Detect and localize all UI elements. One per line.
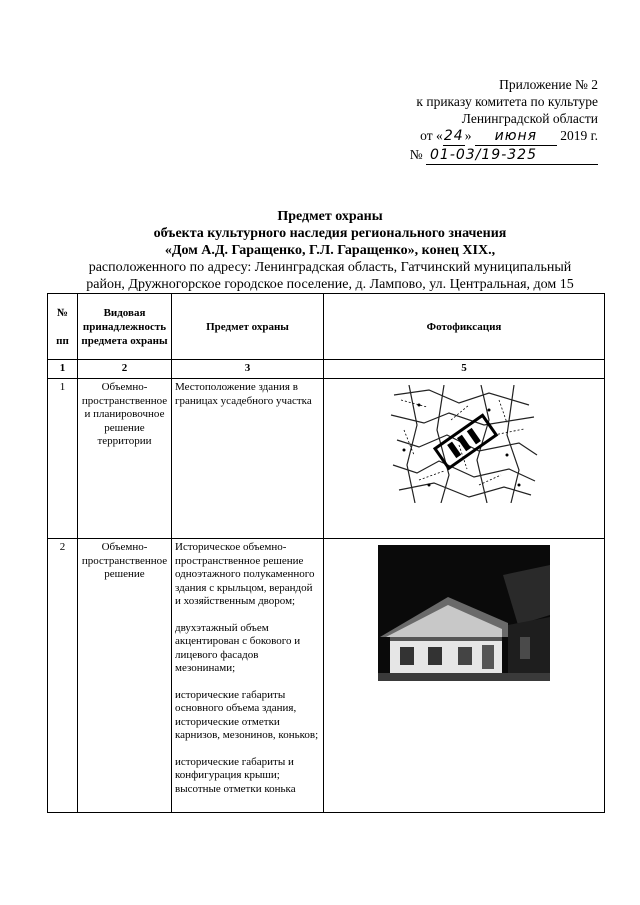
appendix-block <box>358 76 598 165</box>
appendix-title: Приложение № 2 <box>499 77 598 92</box>
row-photo <box>324 539 605 813</box>
appendix-date <box>358 127 598 146</box>
map-fragment-image <box>389 385 539 503</box>
subject-item: двухэтажный объем акцентирован с бокового и лицевого фасадов мезонинами; <box>175 621 301 674</box>
title-address-1: расположенного по адресу: Ленинградская область, Гатчинский муниципальный <box>88 260 572 275</box>
appendix-number <box>358 146 598 165</box>
document-title <box>60 208 600 293</box>
subject-item: исторические габариты основного объема здания, исторические отметки карнизов, мезонинов, коньков; <box>175 688 319 741</box>
table-row <box>48 379 605 539</box>
date-prefix: от « <box>420 128 443 143</box>
subject-item: Местоположение здания в границах усадебного участка <box>175 381 312 407</box>
date-year: 2019 г. <box>560 128 598 143</box>
date-month: июня <box>475 128 557 146</box>
title-line-1: Предмет охраны <box>277 209 383 224</box>
header-num-pp: пп <box>56 334 69 347</box>
column-number: 5 <box>324 360 605 379</box>
row-num: 2 <box>48 539 78 813</box>
date-day: 24 <box>443 128 464 144</box>
title-address-2: район, Дружногорское городское поселение, д. Лампово, ул. Центральная, дом 15 <box>86 277 574 292</box>
date-quote: » <box>464 128 472 143</box>
header-kind: Видовая принадлежность предмета охраны <box>78 294 172 360</box>
column-number: 2 <box>78 360 172 379</box>
row-kind: Объемно-пространственное и планировочное решение территории <box>78 379 172 539</box>
column-number: 1 <box>48 360 78 379</box>
house-photo-image <box>378 545 550 681</box>
header-num <box>48 294 78 360</box>
number-prefix: № <box>409 147 423 162</box>
row-photo <box>324 379 605 539</box>
header-num-symbol: № <box>56 306 69 319</box>
row-kind: Объемно-пространственное решение <box>78 539 172 813</box>
protection-table <box>47 293 605 813</box>
title-line-2: объекта культурного наследия регионального значения <box>153 226 507 241</box>
row-num: 1 <box>48 379 78 539</box>
order-number: 01-03/19-325 <box>426 147 598 165</box>
table-header-row <box>48 294 605 360</box>
header-photo: Фотофиксация <box>324 294 605 360</box>
subject-item: Историческое объемно-пространственное решение одноэтажного полукаменного здания с крыльцом, верандой и хозяйственным двором; <box>175 541 315 607</box>
title-line-3: «Дом А.Д. Гаращенко, Г.Л. Гаращенко», конец XIX., <box>164 243 496 258</box>
subject-item: исторические габариты и конфигурация крыши; высотные отметки конька <box>175 755 296 795</box>
appendix-order-ref: к приказу комитета по культуре <box>416 94 598 109</box>
column-number: 3 <box>172 360 324 379</box>
table-row <box>48 539 605 813</box>
appendix-region: Ленинградской области <box>461 111 598 126</box>
header-subject: Предмет охраны <box>172 294 324 360</box>
row-subject <box>172 379 324 539</box>
column-numbers-row <box>48 360 605 379</box>
row-subject <box>172 539 324 813</box>
